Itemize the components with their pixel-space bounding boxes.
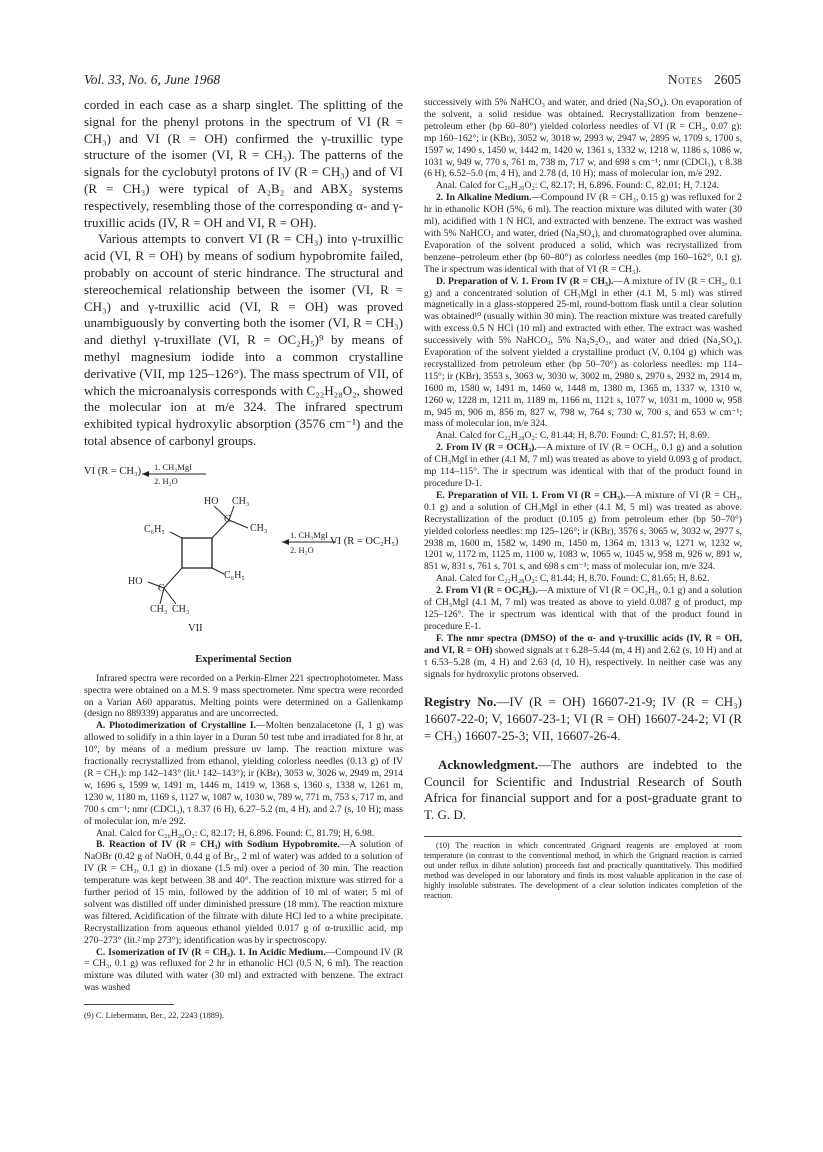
reagent-step: 1. CH₃MgI (154, 461, 192, 472)
compound-label: VII (188, 622, 203, 634)
procedure-d: D. Preparation of V. 1. From IV (R = CH₃).—A mixture of IV (R = CH₃, 0.1 g) and a concentrated solution of CH₃MgI in ether (4.1 M, 5 ml) was stirred magnetically in a glass-stoppered 25-ml, round-bottom flask until a clear solution was obtained¹⁰ (usually within 30 min). The reaction mixture was treated carefully with excess 0.5 N HCl (10 ml) and extracted with ether. The extract was washed successively with 5% NaHCO₃, 5% Na₂S₂O₃, and water and dried (Na₂SO₄). Evaporation of the solvent yielded a crystalline product (V, 0.104 g) which was recrystallized from petroleum ether (bp 50–70°) as colorless needles: mp 114–115°; ir (KBr), 3553 s, 3063 w, 3030 w, 3002 m, 2980 s, 2970 s, 2932 m, 2914 m, 1600 m, 1580 w, 1491 m, 1460 w, 1448 m, 1380 m, 1365 m, 1337 w, 1310 w, 1260 w, 1228 m, 1211 m, 1189 m, 1166 m, 1121 s, 1077 w, 1031 m, 1000 w, 958 m, 945 m, 906 m, 856 m, 827 w, 798 w, 764 s, 730 w, 700 s, and 653 w cm⁻¹; mass of molecular ion, m/e 324. (424, 275, 742, 430)
procedure-b: B. Reaction of IV (R = CH₃) with Sodium Hypobromite.—A solution of NaOBr (0.42 g of NaOH, 0.44 g of Br₂, 2 ml of water) was added to a solution of IV (R = CH₃, 0.1 g) in dioxane (1.5 ml) over a period of 30 min. The reaction temperature was kept between 38 and 40°. The reaction mixture was stirred for a further period of 15 min, followed by the addition of 10 ml of water; 5 ml of solvent was distilled off under diminished pressure (18 mm). The reaction mixture was filtered. Acidification of the filtrate with dilute HCl led to a white precipitate. Recrystallization from aqueous ethanol yielded 0.017 g of α-truxillic acid, mp 270–273° (lit.² mp 273°); identification was by ir spectroscopy. (84, 839, 403, 946)
analysis: Anal. Calcd for C₂₀H₂₀O₂: C, 82.17; H, 6.896. Found: C, 82.01; H, 7.124. (436, 180, 719, 192)
reaction-scheme (84, 462, 403, 640)
procedure-a: A. Photodimerization of Crystalline I.—Molten benzalacetone (I, 1 g) was allowed to solidify in a thin layer in a Duran 50 test tube and irradiated for 8 hr, at 10°, by means of a medium pressure uv lamp. The reaction mixture was fractionally recrystallized from ethanol, yielding colorless needles (0.13 g) of IV (R = CH₃): mp 142–143° (lit.¹ 142–143°); ir (KBr), 3053 w, 3026 w, 2949 m, 2914 w, 1696 s, 1599 w, 1491 m, 1446 m, 1419 w, 1368 s, 1360 s, 1338 w, 1261 m, 1230 w, 1180 m, 1169 s, 1127 w, 1087 w, 1030 w, 789 w, 771 m, 753 s, 717 m, and 700 s cm⁻¹; nmr (CDCl₃), τ 8.37 (6 H), 6.27–5.2 (m, 4 H), and 2.7 (s, 10 H); mass of molecular ion, m/e 292. (84, 720, 403, 827)
scheme-reactant-right: VI (R = OC₂H₅) (330, 535, 399, 547)
reagent-step: 2. H₂O (290, 544, 314, 555)
atom-label: C₆H₅ (224, 569, 245, 581)
section-name: Notes (667, 72, 703, 87)
left-column (84, 97, 403, 1022)
paragraph: corded in each case as a sharp singlet. The splitting of the signal for the phenyl protons in the spectrum of VI (R = CH₃) and VI (R = OH) confirmed the γ-truxillic type structure of the isomer (VI, R = CH₃). The patterns of the signals for the cyclobutyl protons of IV (R = CH₃) and of VI (R = CH₃) were typical of A₂B₂ and ABX₂ systems respectively, resembling those of the corresponding α- and γ-truxillic acids (IV, R = OH and VI, R = OH). (84, 97, 403, 230)
atom-label: CH₃ (250, 522, 268, 534)
atom-label: HO (204, 495, 219, 507)
atom-label: HO (128, 575, 143, 587)
procedure-e: E. Preparation of VII. 1. From VI (R = CH₃).—A mixture of VI (R = CH₃, 0.1 g) and a solution of CH₃MgI in ether (4.1 M, 5 ml) was treated as above. Recrystallization of the product (0.105 g) from petroleum ether (bp 50–70°) yielded colorless needles: mp 125–126°; ir (KBr), 3576 s, 3065 w, 3032 w, 2977 s, 2938 m, 1600 m, 1582 w, 1490 m, 1450 m, 1364 m, 1313 w, 1271 w, 1232 w, 1201 w, 1172 m, 1125 m, 1100 w, 1083 w, 1065 w, 1045 w, 958 m, 926 w, 891 w, 851 w, 831 s, 761 s, 701 s, and 698 s cm⁻¹; mass of molecular ion, m/e 324. (424, 489, 742, 573)
footnote-rule (84, 1004, 174, 1005)
acknowledgment: Acknowledgment.—The authors are indebted to the Council for Scientific and Industrial Research of South Africa for financial support and for a post-graduate grant to T. G. D. (424, 756, 742, 823)
footnote: (9) C. Liebermann, Ber., 22, 2243 (1889). (84, 1011, 225, 1021)
atom-label: CH₃ (150, 603, 168, 615)
right-column (424, 97, 742, 902)
analysis: Anal. Calcd for C₂₂H₂₈O₂: C, 81.44; H, 8.70. Found: C, 81.65; H, 8.62. (436, 573, 710, 585)
reagent-step: 1. CH₃MgI (290, 529, 328, 540)
journal-issue: Vol. 33, No. 6, June 1968 (84, 72, 221, 87)
reagent-step: 2. H₂O (154, 475, 178, 486)
atom-label: C₆H₅ (144, 523, 165, 535)
registry-numbers: Registry No.—IV (R = OH) 16607-21-9; IV (R = CH₃) 16607-22-0; V, 16607-23-1; VI (R = OH) 16607-24-2; VI (R = CH₃) 16607-25-3; VII, 16607-26-4. (424, 694, 742, 743)
procedure-c: C. Isomerization of IV (R = CH₃). 1. In Acidic Medium.—Compound IV (R = CH₃, 0.1 g) was refluxed for 2 hr in ethanolic HCl (0.5 N, 6 ml). The reaction mixture was diluted with water (30 ml) and extracted with benzene. The extract was washed (84, 946, 403, 994)
atom-label: C (158, 582, 165, 594)
analysis: Anal. Calcd for C₂₂H₂₈O₂: C, 81.44; H, 8.70. Found: C, 81.57; H, 8.69. (436, 430, 710, 442)
atom-label: CH₃ (172, 603, 190, 615)
paragraph: Infrared spectra were recorded on a Perkin-Elmer 221 spectrophotometer. Mass spectra were obtained on a M.S. 9 mass spectrometer. Nmr spectra were recorded on a Varian A60 apparatus. Melting points were determined on a Gallenkamp (design no 889339) apparatus and are uncorrected. (84, 672, 403, 720)
atom-label: C (224, 513, 231, 525)
running-header (84, 72, 741, 90)
procedure-f: F. The nmr spectra (DMSO) of the α- and γ-truxillic acids (IV, R = OH, and VI, R = OH) showed signals at τ 6.28–5.44 (m, 4 H) and 2.62 (s, 10 H) and at τ 6.53–5.28 (m, 4 H) and 2.63 (d, 10 H), respectively. In neither case was any signals for hydroxylic protons observed. (424, 632, 742, 680)
section-heading: Experimental Section (195, 653, 292, 665)
paragraph: Various attempts to convert VI (R = CH₃) into γ-truxillic acid (VI, R = OH) by means of sodium hypobromite failed, probably on account of steric hindrance. The structural and stereochemical relationship between the isomer (VI, R = CH₃) and γ-truxillic acid (VI, R = OH) was proved unambiguously by converting both the isomer (VI, R = CH₃) and diethyl γ-truxillate (VI, R = OC₂H₅)⁹ by means of methyl magnesium iodide into a common crystalline derivative (VII, mp 125–126°). The mass spectrum of VII, of which the microanalysis corresponds with C₂₂H₂₈O₂, showed the molecular ion at m/e 324. The infrared spectrum exhibited typical hydroxylic absorption (3576 cm⁻¹) and the total absence of carbonyl groups. (84, 231, 403, 448)
procedure-e2: 2. From VI (R = OC₂H₅).—A mixture of VI (R = OC₂H₅, 0.1 g) and a solution of CH₃MgI (4.1 M, 7 ml) was treated as above to yield 0.087 g of product, mp 125–126°. The ir spectrum was identical with that of the product found in procedure E-1. (424, 585, 743, 632)
analysis: Anal. Calcd for C₂₀H₂₀O₂: C, 82.17; H, 6.896. Found: C, 81.79; H, 6.98. (96, 827, 375, 839)
paragraph: successively with 5% NaHCO₃ and water, and dried (Na₂SO₄). On evaporation of the solvent, a solid residue was obtained. Recrystallization from benzene–petroleum ether (bp 60–80°) yielded colorless needles of VI (R = CH₃, 0.07 g): mp 160–162°; ir (KBr), 3052 w, 3018 w, 2993 w, 2947 w, 2895 w, 1709 s, 1700 s, 1597 w, 1490 s, 1450 w, 1442 m, 1420 w, 1361 s, 1332 w, 1218 w, 1186 s, 1086 w, 1031 w, 949 w, 770 s, 761 m, 738 m, 717 w, and 698 s cm⁻¹; nmr (CDCl₃), τ 8.38 (6 H), 6.52–5.0 (m, 4 H), and 2.78 (d, 10 H); mass of molecular ion, m/e 292. (424, 97, 742, 180)
scheme-lines (84, 462, 403, 640)
procedure-d2: 2. From IV (R = OCH₃).—A mixture of IV (R = OCH₃, 0.1 g) and a solution of CH₃MgI in ether (4.1 M, 7 ml) was treated as above to yield 0.093 g of product, mp 114–115°. The ir spectrum was identical with that of the product found in procedure D-1. (424, 442, 742, 489)
page-label (668, 72, 741, 88)
footnote-rule (424, 836, 742, 837)
procedure-c2: 2. In Alkaline Medium.—Compound IV (R = CH₃, 0.15 g) was refluxed for 2 hr in ethanolic KOH (5%, 6 ml). The reaction mixture was diluted with water (30 ml), acidified with 1 N HCl, and extracted with benzene. The extract was washed with 5% NaHCO₃ and water, dried (Na₂SO₄), and chromatographed over alumina. Evaporation of the solvent produced a solid, which was recrystallized from benzene–petroleum ether (bp 60–80°) as colorless needles (mp 160–162°, 0.1 g). The ir spectrum was identical with that of VI (R = CH₃). (424, 192, 742, 275)
page-number: 2605 (714, 72, 741, 87)
footnote: (10) The reaction in which concentrated Grignard reagents are employed at room temperature (in contrast to the conventional method, in which the Grignard reaction is carried out under reflux in dilute solution) proceeds fast and practically quantitatively. This modified method was developed in our laboratory and finds its most valuable application in the case of highly insoluble substrates. The development of a clear solution indicates completion of the reaction. (424, 840, 742, 901)
scheme-reactant-left: VI (R = CH₃) (84, 465, 142, 477)
atom-label: CH₃ (232, 495, 250, 507)
